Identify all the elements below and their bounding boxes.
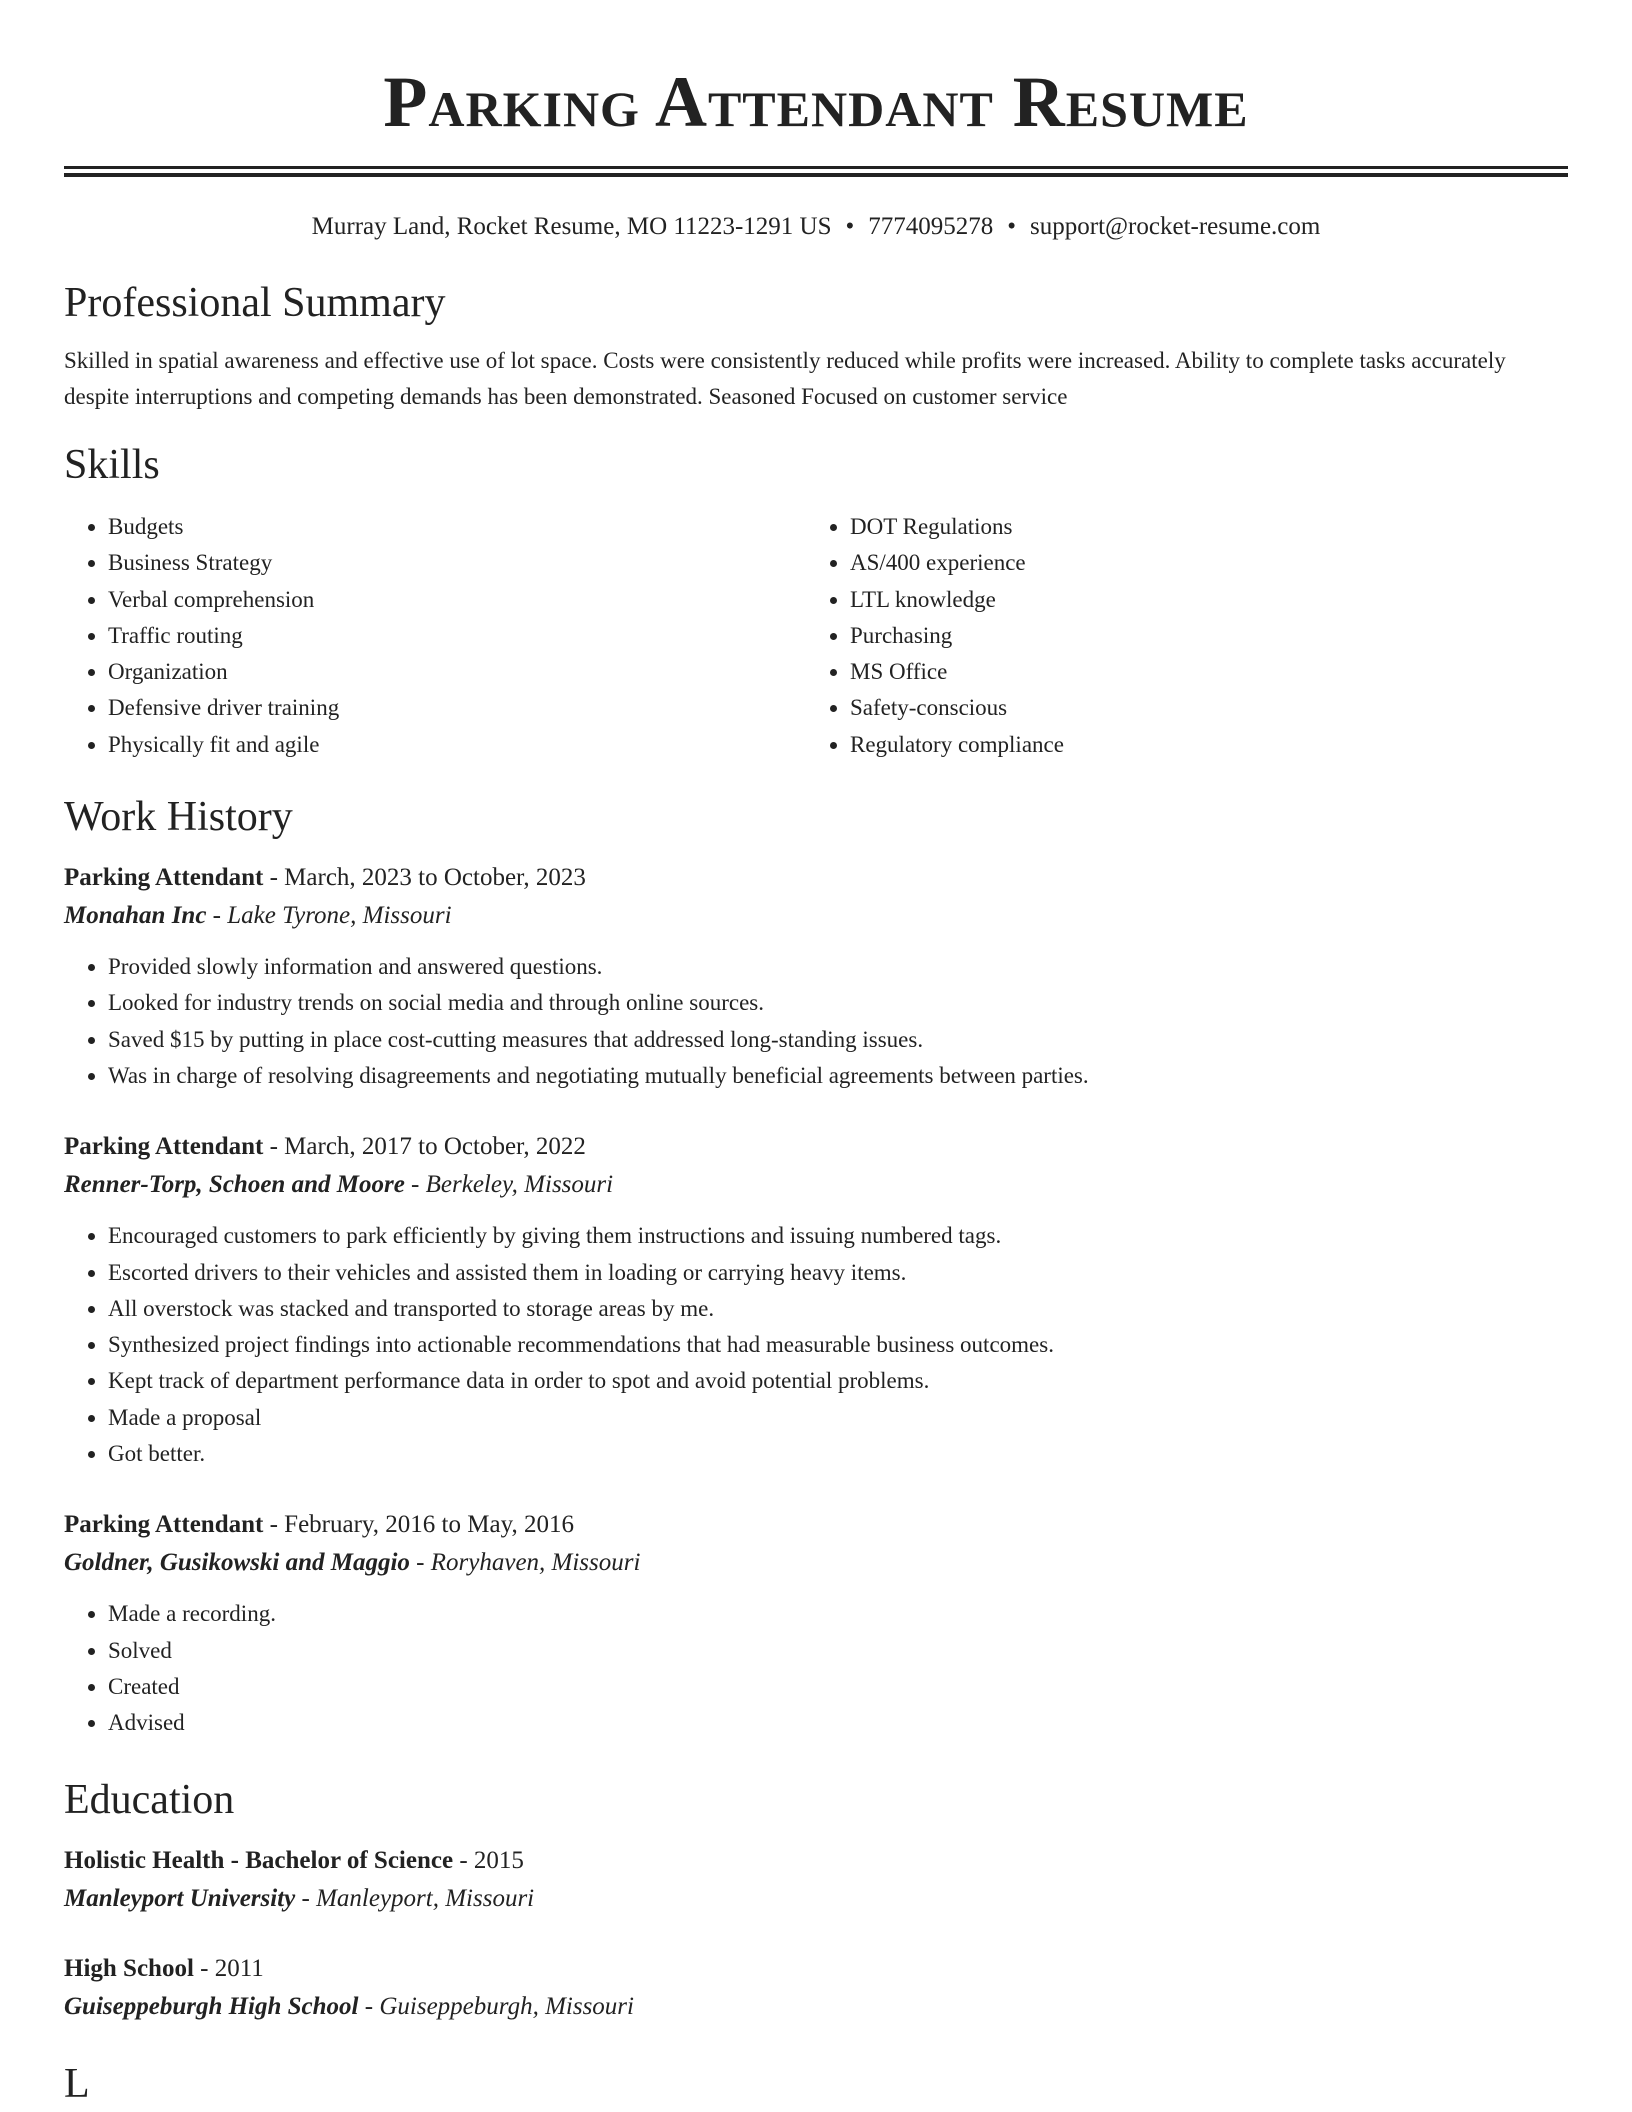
- contact-phone: 7774095278: [868, 213, 994, 240]
- job-title-line: [64, 1128, 1568, 1166]
- job-dates: - March, 2023 to October, 2023: [263, 864, 586, 892]
- job-bullet: • Provided slowly information and answered questions.: [108, 949, 1568, 985]
- skills-heading: Skills: [64, 442, 160, 488]
- job-title-line: [64, 1506, 1568, 1544]
- education-location: - Manleyport, Missouri: [295, 1884, 535, 1912]
- skill-item: • AS/400 experience: [850, 545, 1548, 581]
- job-dates: - March, 2017 to October, 2022: [263, 1133, 586, 1161]
- job-bullet: • Advised: [108, 1705, 1568, 1741]
- job-bullet: • Created: [108, 1669, 1568, 1705]
- job-company: Goldner, Gusikowski and Maggio: [64, 1549, 410, 1577]
- summary-text: Skilled in spatial awareness and effective use of lot space. Costs were consistently reduced while profits were increased. Ability to complete tasks accurately despite interruptions and competing demands has been demonstrated. Seasoned Focused on customer service: [64, 348, 1506, 409]
- job-title: Parking Attendant: [64, 1133, 264, 1161]
- skill-item: • Organization: [108, 654, 806, 690]
- education-entry: [64, 1842, 1568, 1918]
- job-bullet: • Encouraged customers to park efficiently by giving them instructions and issuing numbered tags.: [108, 1218, 1568, 1254]
- skill-item: • Regulatory compliance: [850, 727, 1548, 763]
- education-degree-line: [64, 1950, 1568, 1988]
- skill-item: • LTL knowledge: [850, 582, 1548, 618]
- job-location: - Berkeley, Missouri: [404, 1171, 614, 1199]
- job-title: Parking Attendant: [64, 864, 264, 892]
- resume-page: [64, 0, 1568, 2110]
- job-bullet: • Kept track of department performance data in order to spot and avoid potential problems.: [108, 1363, 1568, 1399]
- job-company-line: [64, 897, 1568, 935]
- education-year: - 2011: [193, 1954, 264, 1982]
- job-company: Monahan Inc: [64, 902, 207, 930]
- skills-columns: [64, 509, 1568, 763]
- education-entry: [64, 1950, 1568, 2026]
- job-bullets: [64, 1218, 1568, 1472]
- contact-line: [64, 211, 1568, 243]
- skills-list-right: [806, 509, 1548, 763]
- education-school-line: [64, 1988, 1568, 2026]
- education-school-line: [64, 1880, 1568, 1918]
- education-heading: Education: [64, 1776, 235, 1823]
- contact-address: Murray Land, Rocket Resume, MO 11223-1291 US: [311, 213, 832, 240]
- job-bullets: [64, 1596, 1568, 1741]
- skill-item: • Budgets: [108, 509, 806, 545]
- job-bullet: • Saved $15 by putting in place cost-cutting measures that addressed long-standing issues.: [108, 1022, 1568, 1058]
- job-company: Renner-Torp, Schoen and Moore: [64, 1171, 405, 1199]
- next-section-heading-partial: L: [64, 2060, 90, 2107]
- education-school: Guiseppeburgh High School: [64, 1992, 359, 2020]
- skill-item: • MS Office: [850, 654, 1548, 690]
- job-bullet: • Made a proposal: [108, 1400, 1568, 1436]
- job-bullet: • Got better.: [108, 1436, 1568, 1472]
- contact-email: support@rocket-resume.com: [1030, 213, 1321, 240]
- job-title-line: [64, 859, 1568, 897]
- job-title: Parking Attendant: [64, 1511, 264, 1539]
- job-bullets: [64, 949, 1568, 1094]
- resume-title: Parking Attendant Resume: [383, 62, 1249, 142]
- job-bullet: • Escorted drivers to their vehicles and assisted them in loading or carrying heavy items.: [108, 1255, 1568, 1291]
- summary-heading: Professional Summary: [64, 280, 446, 326]
- skill-item: • Business Strategy: [108, 545, 806, 581]
- job-bullet: • Synthesized project findings into actionable recommendations that had measurable business outcomes.: [108, 1327, 1568, 1363]
- skill-item: • Safety-conscious: [850, 690, 1548, 726]
- work-history-heading: Work History: [64, 794, 293, 841]
- job-dates: - February, 2016 to May, 2016: [263, 1511, 574, 1539]
- job-bullet: • Was in charge of resolving disagreements and negotiating mutually beneficial agreements between parties.: [108, 1058, 1568, 1094]
- skill-item: • Verbal comprehension: [108, 582, 806, 618]
- title-divider: [64, 166, 1568, 177]
- education-degree: High School: [64, 1954, 194, 1982]
- skill-item: • Purchasing: [850, 618, 1548, 654]
- job-bullet: • Solved: [108, 1633, 1568, 1669]
- job-bullet: • Looked for industry trends on social media and through online sources.: [108, 985, 1568, 1021]
- education-location: - Guiseppeburgh, Missouri: [358, 1992, 634, 2020]
- skill-item: • Physically fit and agile: [108, 727, 806, 763]
- skills-list-left: [64, 509, 806, 763]
- education-year: - 2015: [453, 1846, 524, 1874]
- skill-item: • DOT Regulations: [850, 509, 1548, 545]
- job-bullet: • All overstock was stacked and transported to storage areas by me.: [108, 1291, 1568, 1327]
- job-location: - Roryhaven, Missouri: [409, 1549, 641, 1577]
- job-bullet: • Made a recording.: [108, 1596, 1568, 1632]
- job-location: - Lake Tyrone, Missouri: [206, 902, 452, 930]
- contact-separator: •: [1007, 213, 1017, 240]
- education-school: Manleyport University: [64, 1884, 296, 1912]
- job-company-line: [64, 1544, 1568, 1582]
- job-entry: [64, 1128, 1568, 1472]
- job-entry: [64, 859, 1568, 1094]
- education-degree: Holistic Health - Bachelor of Science: [64, 1846, 454, 1874]
- skill-item: • Traffic routing: [108, 618, 806, 654]
- contact-separator: •: [845, 213, 855, 240]
- job-entry: [64, 1506, 1568, 1741]
- job-company-line: [64, 1166, 1568, 1204]
- education-degree-line: [64, 1842, 1568, 1880]
- skill-item: • Defensive driver training: [108, 690, 806, 726]
